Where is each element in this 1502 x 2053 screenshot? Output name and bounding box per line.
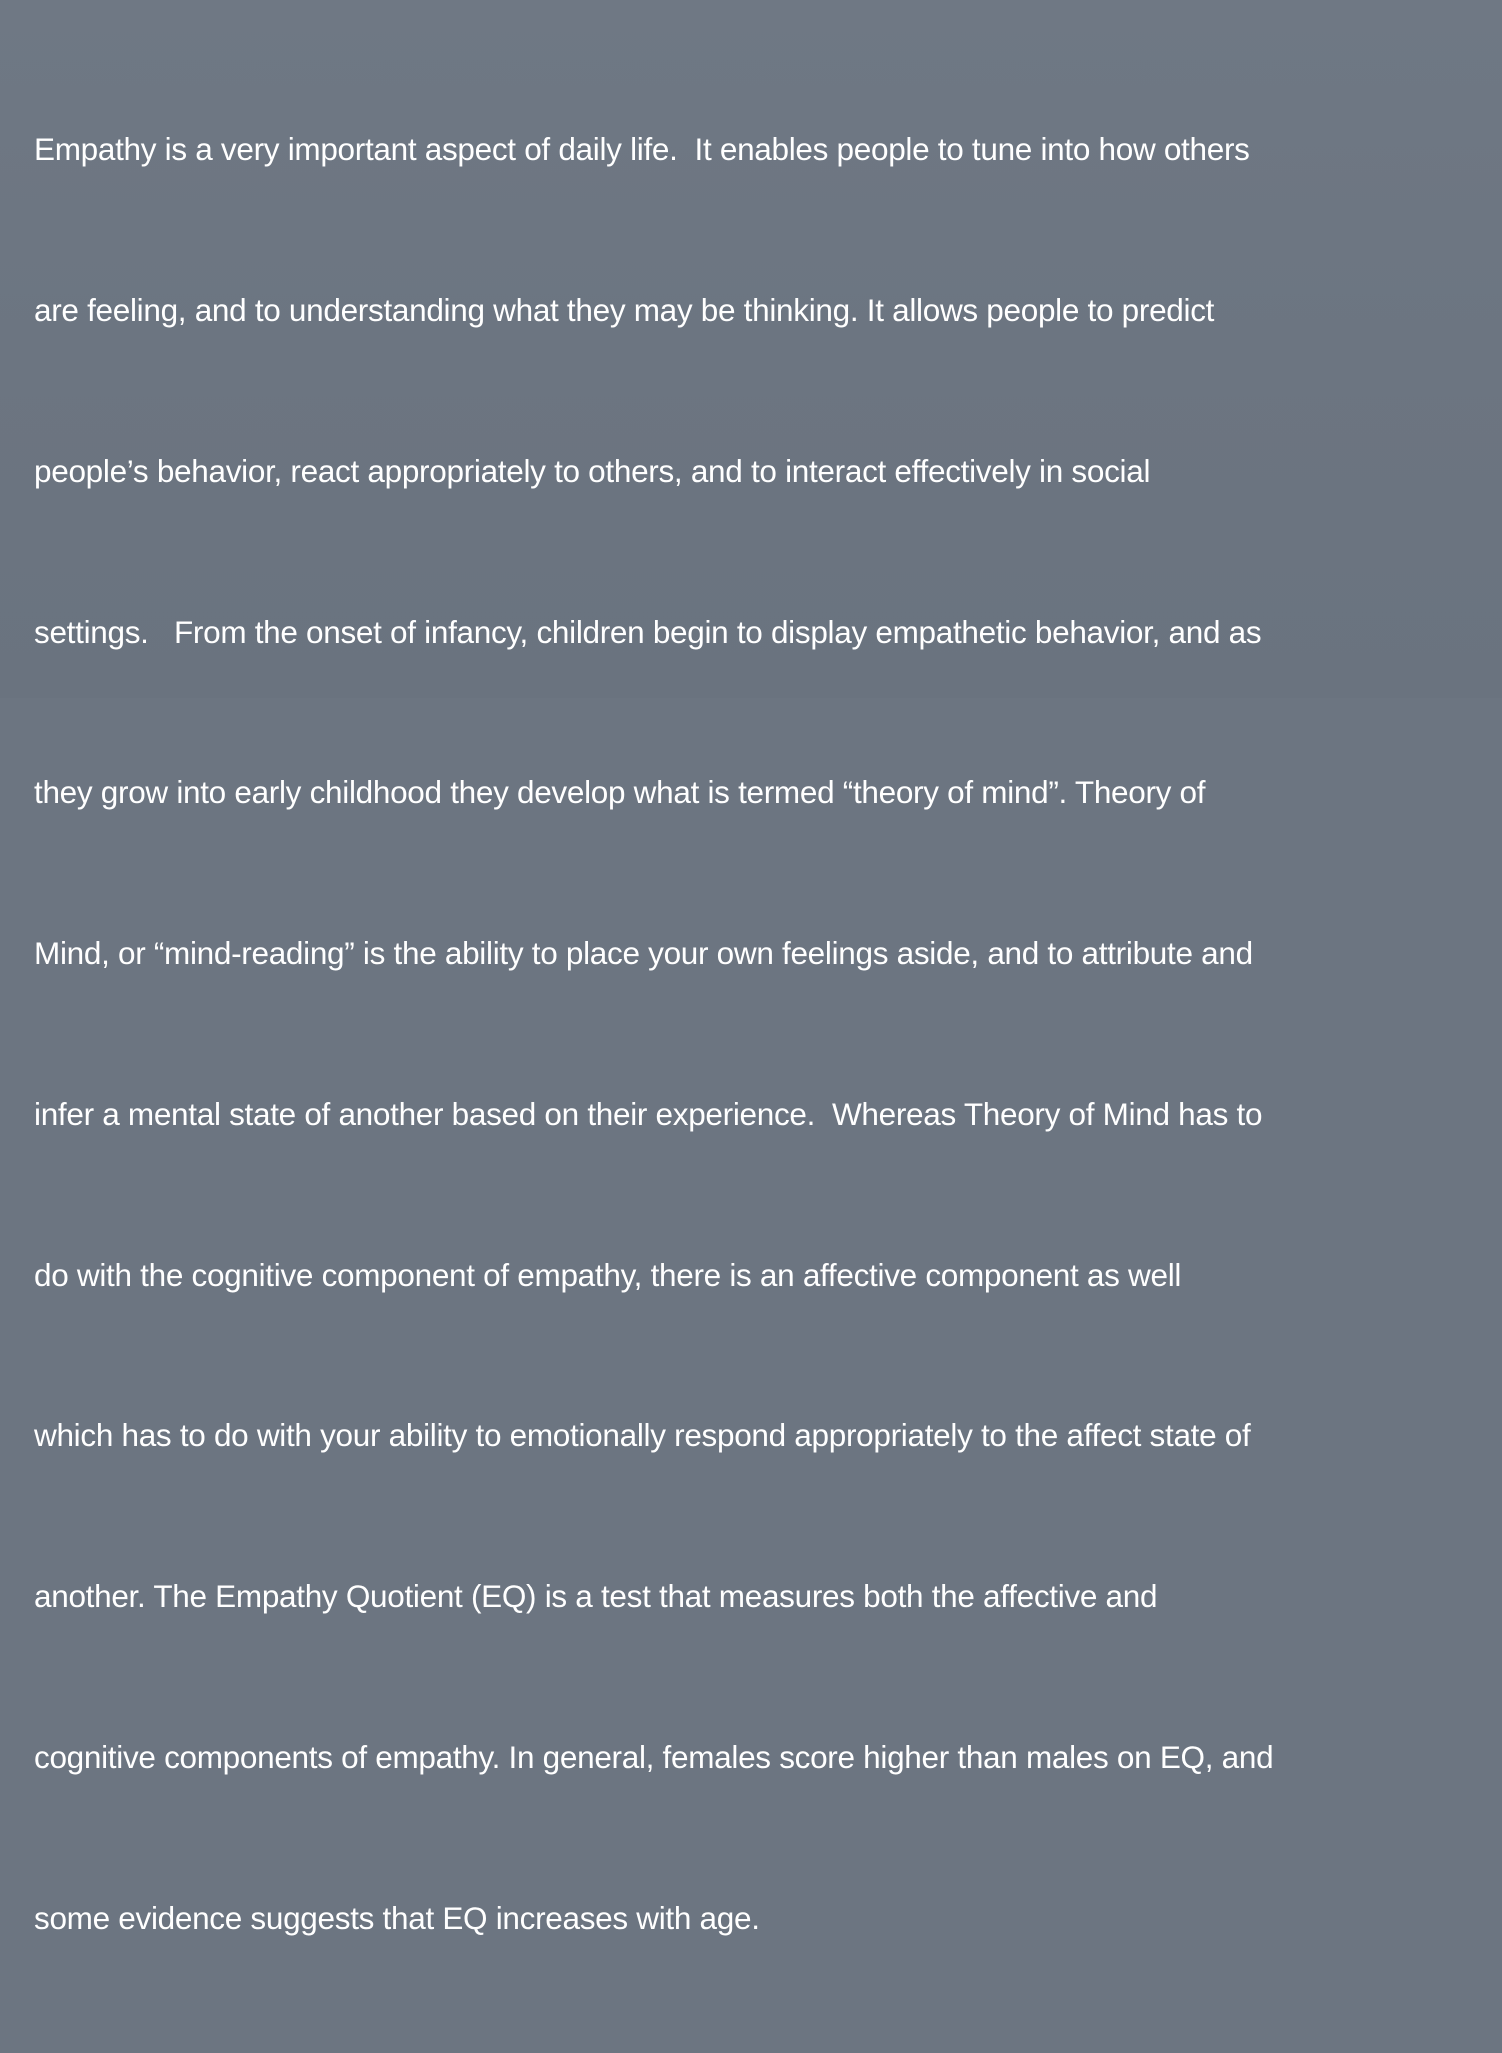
passage-line: Empathy is a very important aspect of daily life. It enables people to tune into how others xyxy=(34,131,1250,168)
passage-line: infer a mental state of another based on their experience. Whereas Theory of Mind has to xyxy=(34,1095,1263,1132)
passage-line: settings. From the onset of infancy, children begin to display empathetic behavior, and as xyxy=(34,613,1262,650)
passage-line: which has to do with your ability to emotionally respond appropriately to the affect state of xyxy=(34,1417,1251,1454)
passage-line: some evidence suggests that EQ increases with age. xyxy=(34,1899,760,1936)
passage-line: they grow into early childhood they develop what is termed “theory of mind”. Theory of xyxy=(34,774,1206,811)
empathy-passage xyxy=(34,16,1484,2053)
passage-line: people’s behavior, react appropriately to others, and to interact effectively in social xyxy=(34,452,1151,489)
passage-line: do with the cognitive component of empathy, there is an affective component as well xyxy=(34,1256,1182,1293)
passage-line: are feeling, and to understanding what they may be thinking. It allows people to predict xyxy=(34,291,1215,328)
passage-line: cognitive components of empathy. In general, females score higher than males on EQ, and xyxy=(34,1739,1274,1775)
passage-line: Mind, or “mind-reading” is the ability to place your own feelings aside, and to attribute and xyxy=(34,935,1253,972)
passage-line: another. The Empathy Quotient (EQ) is a test that measures both the affective and xyxy=(34,1578,1158,1615)
